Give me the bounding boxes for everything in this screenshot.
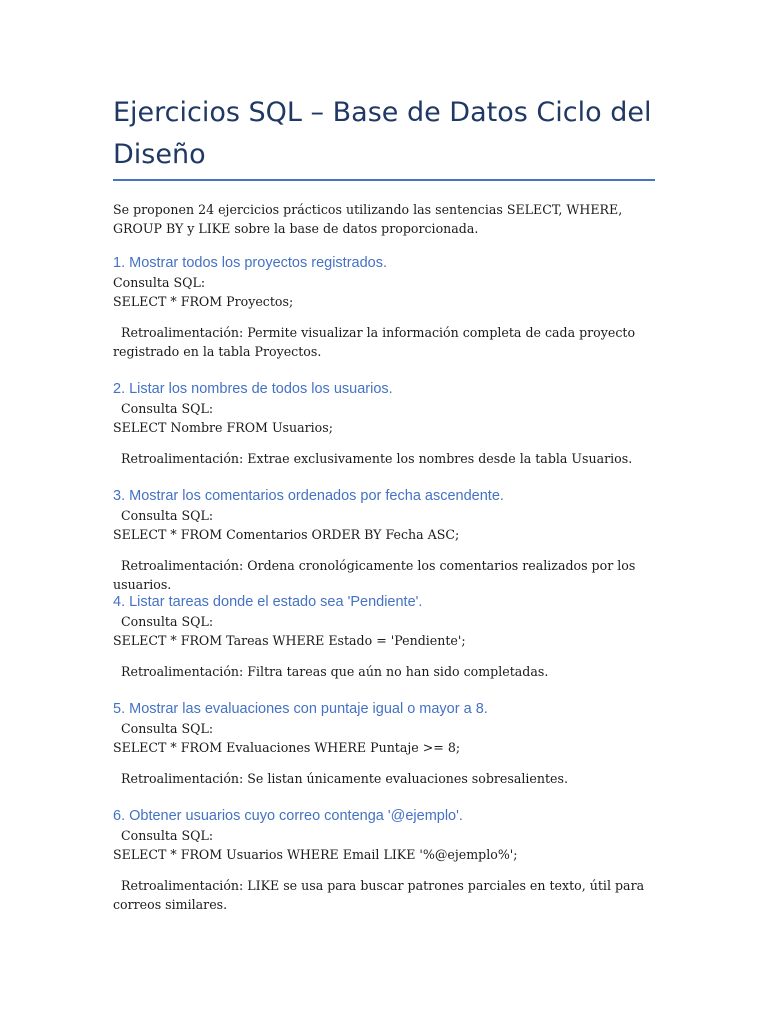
feedback-text: Retroalimentación: LIKE se usa para buscar patrones parciales en texto, útil para correos similares. — [113, 878, 649, 912]
feedback-text: Retroalimentación: Se listan únicamente evaluaciones sobresalientes. — [113, 771, 568, 786]
exercise-3 — [113, 486, 658, 594]
consulta-label: Consulta SQL: — [113, 721, 214, 736]
feedback-text: Retroalimentación: Filtra tareas que aún no han sido completadas. — [113, 664, 549, 679]
exercise-heading: 3. Mostrar los comentarios ordenados por fecha ascendente. — [113, 488, 504, 504]
feedback-text: Retroalimentación: Ordena cronológicamente los comentarios realizados por los usuarios. — [113, 558, 640, 592]
exercise-6 — [113, 806, 658, 914]
sql-query: SELECT * FROM Evaluaciones WHERE Puntaje >= 8; — [113, 740, 461, 755]
consulta-label: Consulta SQL: — [113, 828, 214, 843]
title-underline — [113, 179, 655, 181]
exercise-2 — [113, 379, 658, 468]
feedback-text: Retroalimentación: Permite visualizar la información completa de cada proyecto registrado en la tabla Proyectos. — [113, 325, 640, 359]
consulta-label: Consulta SQL: — [113, 508, 214, 523]
sql-query: SELECT * FROM Proyectos; — [113, 294, 294, 309]
sql-query: SELECT * FROM Tareas WHERE Estado = 'Pendiente'; — [113, 633, 466, 648]
exercise-1 — [113, 253, 658, 361]
sql-query: SELECT * FROM Comentarios ORDER BY Fecha ASC; — [113, 527, 460, 542]
consulta-label: Consulta SQL: — [113, 275, 206, 290]
exercise-4 — [113, 592, 658, 681]
feedback-text: Retroalimentación: Extrae exclusivamente los nombres desde la tabla Usuarios. — [113, 451, 633, 466]
exercise-heading: 2. Listar los nombres de todos los usuarios. — [113, 381, 393, 397]
exercise-5 — [113, 699, 658, 788]
exercise-heading: 5. Mostrar las evaluaciones con puntaje igual o mayor a 8. — [113, 701, 488, 717]
intro-paragraph: Se proponen 24 ejercicios prácticos utilizando las sentencias SELECT, WHERE, GROUP BY y LIKE sobre la base de datos proporcionada. — [113, 202, 623, 236]
exercise-heading: 1. Mostrar todos los proyectos registrados. — [113, 255, 388, 271]
document-title: Ejercicios SQL – Base de Datos Ciclo del Diseño — [113, 97, 652, 170]
exercise-heading: 4. Listar tareas donde el estado sea 'Pendiente'. — [113, 594, 423, 610]
consulta-label: Consulta SQL: — [113, 401, 214, 416]
consulta-label: Consulta SQL: — [113, 614, 214, 629]
exercise-heading: 6. Obtener usuarios cuyo correo contenga '@ejemplo'. — [113, 808, 463, 824]
sql-query: SELECT Nombre FROM Usuarios; — [113, 420, 333, 435]
sql-query: SELECT * FROM Usuarios WHERE Email LIKE '%@ejemplo%'; — [113, 847, 518, 862]
